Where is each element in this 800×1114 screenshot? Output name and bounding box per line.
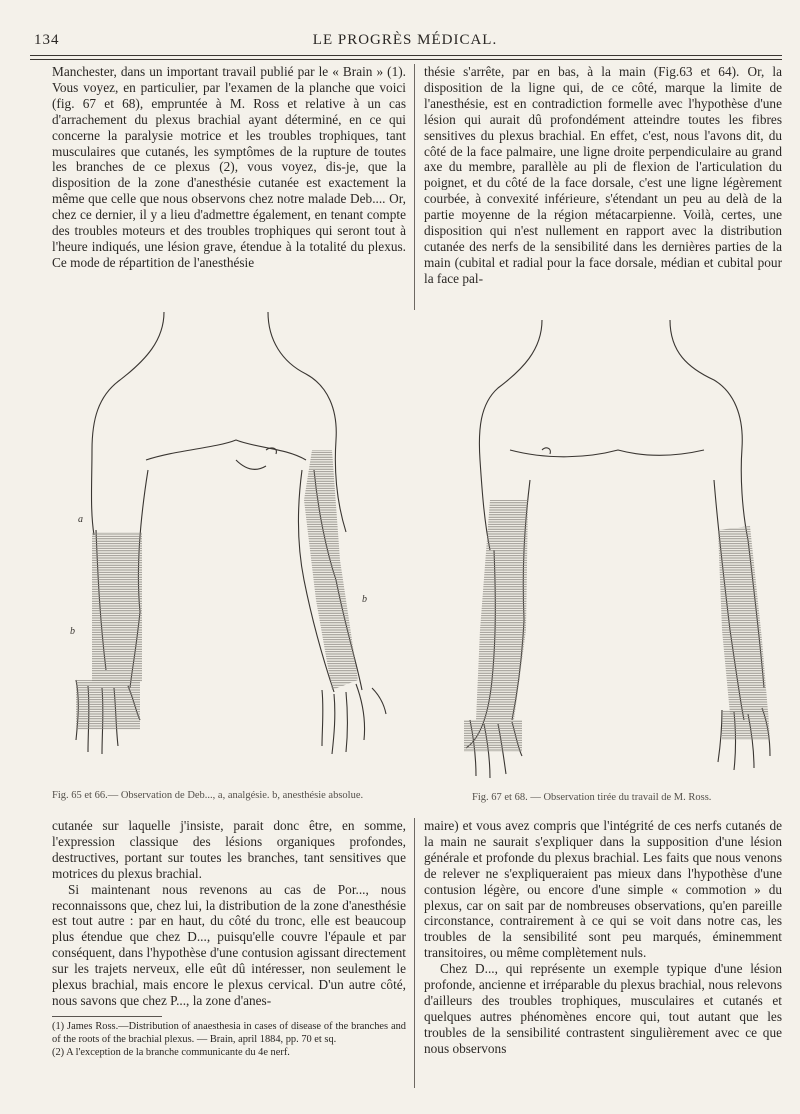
header-rule [30, 55, 782, 56]
page-number: 134 [34, 32, 60, 48]
label-b-right: b [362, 594, 367, 605]
journal-title: LE PROGRÈS MÉDICAL. [312, 32, 498, 48]
label-a: a [78, 514, 83, 525]
anesthesia-zone-left-arm [92, 532, 142, 682]
anesthesia-zone-left-hand-ross [464, 720, 522, 752]
column-divider-bottom [414, 818, 415, 1088]
figure-67-68-illustration [418, 300, 788, 782]
figure-65-66-illustration [36, 300, 412, 782]
paragraph: cutanée sur laquelle j'insiste, parait donc être, en somme, l'expression classique des lésions organiques profondes, destructives, portant sur toutes les branches, tant sensitives que motrices du plexus brachial. [52, 818, 406, 881]
paragraph: Chez D..., qui représente un exemple typique d'une lésion profonde, ancienne et irréparable du plexus brachial, nous relevons d'ailleurs des troubles trophiques, musculaires et cutanés et quelques autres phénomènes encore qui, tout autant que les troubles de la sensibilité contrastent singulièrement avec ce que nous observons [424, 961, 782, 1056]
page-header [30, 32, 780, 52]
column-divider-top [414, 64, 415, 310]
footnote-rule [52, 1016, 162, 1017]
footnote-1: (1) James Ross.—Distribution of anaesthesia in cases of disease of the branches and of the roots of the brachial plexus. — Brain, april 1884, pp. 70 et sq. [52, 1021, 406, 1046]
paragraph: maire) et vous avez compris que l'intégrité de ces nerfs cutanés de la main ne saurait s'expliquer dans la supposition d'une lésion générale et profonde du plexus brachial. Les faits que nous venons de relever ne s'expliqueraient pas mieux dans l'hypothèse d'une contusion légère, ou encore d'une simple « commotion » du plexus, car on sait par de nombreuses observations, qu'en pareille circonstance, contrairement à ce qui se voit dans notre cas, les troubles de la sensibilité sont peu marqués, éminemment transitoires, ou même complètement nuls. [424, 818, 782, 961]
anesthesia-zone-left-hand [76, 680, 140, 730]
footnotes [52, 1020, 406, 1060]
header-rule-thin [30, 59, 782, 60]
right-column-top-text [424, 64, 782, 287]
label-b-left: b [70, 626, 75, 637]
anesthesia-zone-left-arm-ross [476, 500, 528, 720]
figure-67-68-caption: Fig. 67 et 68. — Observation tirée du travail de M. Ross. [472, 792, 712, 803]
anesthesia-zone-right-arm [304, 450, 358, 690]
left-column-top-text [52, 64, 406, 271]
anesthesia-zone-right-hand-ross [722, 710, 770, 740]
figure-65-66-caption: Fig. 65 et 66.— Observation de Deb..., a, analgésie. b, anesthésie absolue. [52, 790, 364, 801]
right-column-bottom-text [424, 818, 782, 1057]
anesthesia-zone-right-arm-ross [718, 526, 768, 714]
footnote-2: (2) A l'exception de la branche communicante du 4e nerf. [52, 1047, 290, 1059]
paragraph: Si maintenant nous revenons au cas de Por..., nous reconnaissons que, chez lui, la distribution de la zone d'anesthésie est tout autre : par en haut, du côté du tronc, elle est beaucoup plus étendue que chez D..., puisqu'elle couvre l'épaule et par conséquent, dans l'hypothèse d'une contusion agissant directement sur les trajets nerveux, elle eût dû intéresser, non seulement le plexus brachial, mais encore le plexus cervical. D'un autre côté, nous savons que chez P..., la zone d'anes- [52, 881, 406, 1008]
paragraph: Manchester, dans un important travail publié par le « Brain » (1). Vous voyez, en particulier, par l'examen de la planche que voici (fig. 67 et 68), empruntée à M. Ross et relative à un cas d'arrachement du plexus brachial ayant déterminé, en ce qui concerne la paralysie motrice et les troubles trophiques, tant musculaires que cutanés, les symptômes de la rupture de toutes les branches de ce plexus (2), vous voyez, dis-je, que la disposition de la zone d'anesthésie cutanée est exactement la même que celle que nous observons chez notre malade Deb.... Or, chez ce dernier, il y a lieu d'admettre également, en tenant compte des troubles moteurs et des troubles trophiques qui seront tout à l'heure indiqués, une lésion grave, étendue à la totalité du plexus. Ce mode de répartition de l'anesthésie [52, 64, 406, 270]
left-column-bottom-text [52, 818, 406, 1009]
paragraph: thésie s'arrête, par en bas, à la main (Fig.63 et 64). Or, la disposition de la ligne qui, de ce côté, marque la limite de l'anesthésie, est en contradiction formelle avec l'hypothèse d'une lésion qui aurait dû profondément atteindre toutes les fibres sensitives du plexus brachial. En effet, c'est, nous l'avons dit, du côté de la face palmaire, une ligne droite perpendiculaire au grand axe du membre, parallèle au pli de flexion de l'articulation du poignet, et du côté de la face dorsale, c'est une ligne légèrement courbée, à convexité inférieure, s'étendant un peu au delà de la partie moyenne de la région métacarpienne. Voilà, certes, une disposition qui n'est nullement en rapport avec la distribution cutanée des nerfs de la sensibilité dans les dernières parties de la main (cubital et radial pour la face dorsale, médian et cubital pour la face pal- [424, 64, 782, 286]
